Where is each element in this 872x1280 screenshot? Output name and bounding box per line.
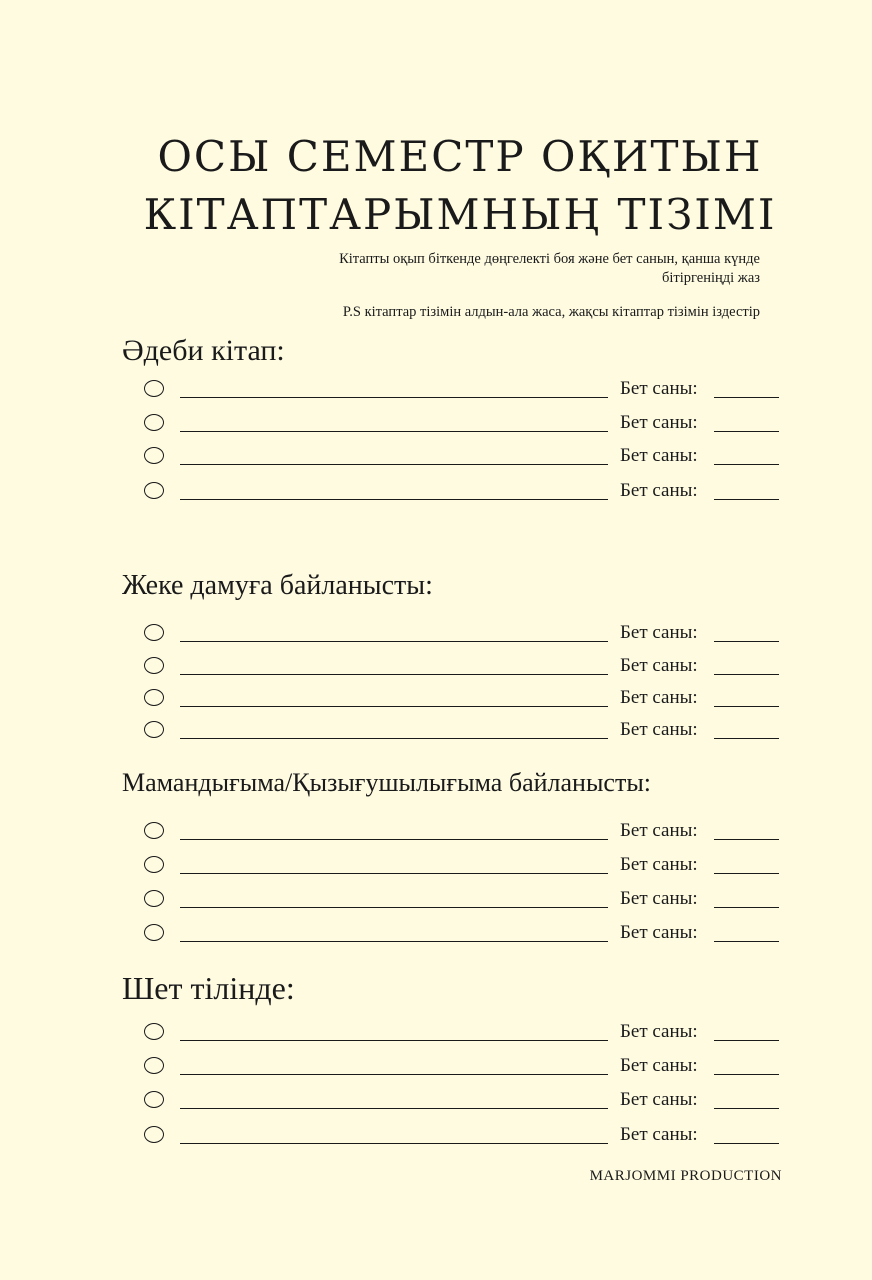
completion-circle[interactable] bbox=[144, 482, 164, 499]
page-count-label: Бет саны: bbox=[620, 655, 698, 676]
book-title-line[interactable] bbox=[180, 464, 608, 465]
instructions-line-2: бітіргеніңді жаз bbox=[662, 270, 760, 286]
book-entry-row bbox=[0, 685, 872, 719]
page-count-line[interactable] bbox=[714, 839, 779, 840]
book-entry-row bbox=[0, 852, 872, 886]
page-count-label: Бет саны: bbox=[620, 480, 698, 501]
page-count-line[interactable] bbox=[714, 431, 779, 432]
completion-circle[interactable] bbox=[144, 822, 164, 839]
book-entry-row bbox=[0, 1053, 872, 1087]
page-title bbox=[120, 128, 800, 244]
page-count-line[interactable] bbox=[714, 674, 779, 675]
page-count-line[interactable] bbox=[714, 1108, 779, 1109]
page-count-label: Бет саны: bbox=[620, 412, 698, 433]
book-title-line[interactable] bbox=[180, 907, 608, 908]
section-heading: Жеке дамуға байланысты: bbox=[122, 570, 433, 601]
page-count-label: Бет саны: bbox=[620, 922, 698, 943]
book-title-line[interactable] bbox=[180, 1074, 608, 1075]
page-count-label: Бет саны: bbox=[620, 1055, 698, 1076]
page-count-label: Бет саны: bbox=[620, 854, 698, 875]
section-heading: Мамандығыма/Қызығушылығыма байланысты: bbox=[122, 768, 652, 797]
title-line-2: КІТАПТАРЫМНЫҢ ТІЗІМІ bbox=[143, 190, 777, 239]
completion-circle[interactable] bbox=[144, 924, 164, 941]
book-title-line[interactable] bbox=[180, 839, 608, 840]
page-count-line[interactable] bbox=[714, 499, 779, 500]
completion-circle[interactable] bbox=[144, 447, 164, 464]
book-entry-row bbox=[0, 717, 872, 751]
book-title-line[interactable] bbox=[180, 397, 608, 398]
page-count-label: Бет саны: bbox=[620, 622, 698, 643]
section-heading: Шет тілінде: bbox=[122, 970, 295, 1006]
completion-circle[interactable] bbox=[144, 721, 164, 738]
book-title-line[interactable] bbox=[180, 1108, 608, 1109]
page-count-line[interactable] bbox=[714, 873, 779, 874]
book-entry-row bbox=[0, 818, 872, 852]
completion-circle[interactable] bbox=[144, 657, 164, 674]
completion-circle[interactable] bbox=[144, 890, 164, 907]
completion-circle[interactable] bbox=[144, 1023, 164, 1040]
completion-circle[interactable] bbox=[144, 380, 164, 397]
book-title-line[interactable] bbox=[180, 1143, 608, 1144]
book-title-line[interactable] bbox=[180, 499, 608, 500]
page-count-label: Бет саны: bbox=[620, 719, 698, 740]
book-entry-row bbox=[0, 920, 872, 954]
section-heading: Әдеби кітап: bbox=[122, 334, 285, 367]
page-count-label: Бет саны: bbox=[620, 1021, 698, 1042]
page-count-line[interactable] bbox=[714, 941, 779, 942]
page-count-label: Бет саны: bbox=[620, 1124, 698, 1145]
title-line-1: ОСЫ СЕМЕСТР ОҚИТЫН bbox=[157, 132, 763, 181]
page-count-label: Бет саны: bbox=[620, 378, 698, 399]
ps-note: P.S кітаптар тізімін алдын-ала жаса, жақсы кітаптар тізімін іздестір bbox=[342, 304, 760, 320]
instructions-text bbox=[200, 250, 760, 288]
page-count-label: Бет саны: bbox=[620, 687, 698, 708]
book-entry-row bbox=[0, 478, 872, 512]
completion-circle[interactable] bbox=[144, 1126, 164, 1143]
book-entry-row bbox=[0, 620, 872, 654]
book-title-line[interactable] bbox=[180, 1040, 608, 1041]
book-entry-row bbox=[0, 410, 872, 444]
book-title-line[interactable] bbox=[180, 641, 608, 642]
completion-circle[interactable] bbox=[144, 689, 164, 706]
page-count-line[interactable] bbox=[714, 641, 779, 642]
book-entry-row bbox=[0, 1019, 872, 1053]
page-count-label: Бет саны: bbox=[620, 1089, 698, 1110]
completion-circle[interactable] bbox=[144, 1057, 164, 1074]
page-count-label: Бет саны: bbox=[620, 820, 698, 841]
instructions-line-1: Кітапты оқып біткенде дөңгелекті боя және бет санын, қанша күнде bbox=[339, 251, 760, 267]
book-title-line[interactable] bbox=[180, 873, 608, 874]
completion-circle[interactable] bbox=[144, 856, 164, 873]
book-entry-row bbox=[0, 1122, 872, 1156]
page-count-label: Бет саны: bbox=[620, 445, 698, 466]
completion-circle[interactable] bbox=[144, 1091, 164, 1108]
page-count-line[interactable] bbox=[714, 1074, 779, 1075]
book-entry-row bbox=[0, 886, 872, 920]
page-count-line[interactable] bbox=[714, 1040, 779, 1041]
book-title-line[interactable] bbox=[180, 738, 608, 739]
page-count-line[interactable] bbox=[714, 706, 779, 707]
book-entry-row bbox=[0, 653, 872, 687]
book-title-line[interactable] bbox=[180, 674, 608, 675]
page-count-line[interactable] bbox=[714, 1143, 779, 1144]
book-title-line[interactable] bbox=[180, 941, 608, 942]
completion-circle[interactable] bbox=[144, 624, 164, 641]
book-entry-row bbox=[0, 443, 872, 477]
book-title-line[interactable] bbox=[180, 706, 608, 707]
book-entry-row bbox=[0, 1087, 872, 1121]
page-count-line[interactable] bbox=[714, 397, 779, 398]
footer-credit: MARJOMMI PRODUCTION bbox=[589, 1168, 782, 1184]
completion-circle[interactable] bbox=[144, 414, 164, 431]
page-count-line[interactable] bbox=[714, 738, 779, 739]
page-count-line[interactable] bbox=[714, 907, 779, 908]
page-count-label: Бет саны: bbox=[620, 888, 698, 909]
book-title-line[interactable] bbox=[180, 431, 608, 432]
page-count-line[interactable] bbox=[714, 464, 779, 465]
book-entry-row bbox=[0, 376, 872, 410]
